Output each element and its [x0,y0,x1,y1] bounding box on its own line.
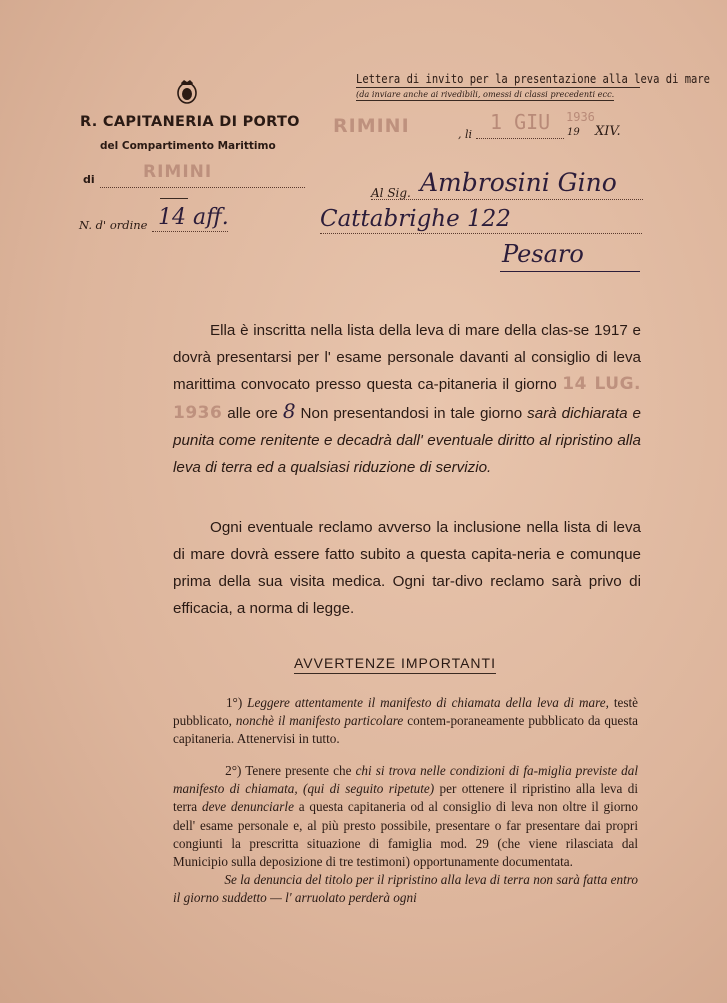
item1-text-a: Leggere attentamente il manifesto di chiamata della leva di mare, [247,695,609,710]
di-dotted-line [100,186,305,188]
warning-italic: sarà dichiarata e punita come renitente e decadrà dall' eventuale diritto al ripristino alla leva di terra ed a qualsiasi riduzione di servizio. [173,405,641,476]
city-stamp: RIMINI [333,115,410,137]
order-label: N. d' ordine [79,218,148,232]
alle-ore-label: alle ore [227,405,278,422]
paragraph-1 [173,317,641,481]
item2-text-a: Tenere presente che [245,763,352,778]
recipient-label: Al Sig. [371,186,411,200]
recipient-street: Cattabrighe 122 [320,206,511,232]
paragraph-1-text: Ella è inscritta nella lista della leva di mare della clas-se 1917 e dovrà presentarsi per l' esame personale davanti al consiglio di leva marittima convocato presso questa ca-pitaneria il giorno [173,322,641,393]
date-dotted-line [476,137,564,139]
avvertenze-item-2 [173,762,638,908]
exam-date-stamp: 14 LUG. 1936 [173,374,641,423]
di-stamp: RIMINI [143,162,213,182]
city-underline [500,271,640,272]
recipient-line [371,198,643,200]
recipient-city: Pesaro [502,240,584,268]
date-stamp: 1 GIU [490,110,551,134]
avvertenze-item-1 [173,694,638,749]
warning-text: Non presentandosi in tale giorno [300,405,523,422]
divider [160,198,188,199]
letter-subtitle: (da inviare anche ai rivedibili, omessi di classi precedenti ecc. [356,89,615,99]
year-prefix: 19 [567,127,580,138]
item2-text-d: per ottenere il ripristino alla leva di terra [173,781,639,815]
order-value: 14 aff. [158,205,229,230]
header-rule [356,87,640,88]
item1-text-c: nonchè il manifesto particolare [235,713,404,729]
year-stamp: 1936 [566,110,595,124]
street-line [320,232,642,234]
item2-text-g: Se la denuncia del titolo per il ripristino alla leva di terra non sarà fatta entro il giorno suddetto — l' arruolato perderà ogni [173,872,639,906]
fascist-era: XIV. [595,124,621,139]
item2-text-b: chi si trova nelle condizioni di fa-miglia previste dal manifesto di chiamata, [173,763,639,797]
order-line [152,230,228,232]
avvertenze-title: AVVERTENZE IMPORTANTI [294,655,496,674]
item2-number: 2°) [225,763,242,778]
item2-text-e: deve denunciarle [201,799,294,815]
item2-text-f: a questa capitaneria od al consiglio di leva non oltre il giorno dell' esame personale e, al più presto possibile, presentare o far presentare dai propri congiunti la prescritta situazione di famiglia mod. 29 (che viene rilasciata dal Municipio sulla deposizione di tre testimoni) opportunamente documentata. [173,799,638,870]
li-label: , li [458,128,473,141]
crest-icon [176,78,198,104]
recipient-name: Ambrosini Gino [420,168,617,197]
paragraph-2: Ogni eventuale reclamo avverso la inclusione nella lista di leva di mare dovrà essere fatto subito a questa capita-neria e comunque prima della sua visita medica. Ogni tar-divo reclamo sarà privo di efficacia, a norma di legge. [173,519,641,617]
item1-text-b: testè pubblicato, [173,695,639,729]
item1-number: 1°) [225,695,243,710]
office-name: R. CAPITANERIA DI PORTO [80,114,300,130]
office-subtitle: del Compartimento Marittimo [100,140,276,152]
item1-text-d: contem-poraneamente pubblicato da questa capitaneria. Attenervisi in tutto. [173,713,639,747]
di-label: di [83,173,95,186]
letter-title: Lettera di invito per la presentazione alla leva di mare [356,72,711,87]
exam-hour: 8 [282,399,296,423]
item2-text-c: (qui di seguito ripetute) [303,781,435,797]
